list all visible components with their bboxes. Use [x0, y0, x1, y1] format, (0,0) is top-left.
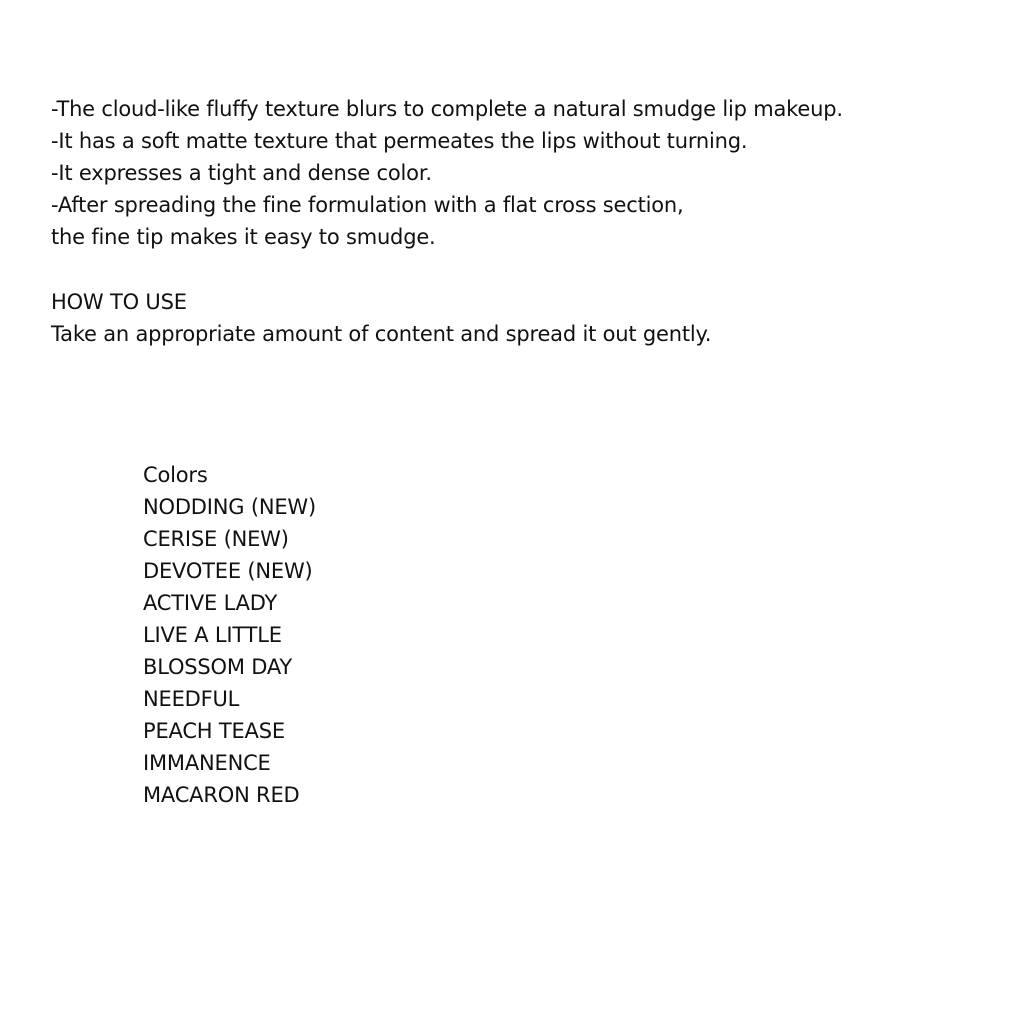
color-item: PEACH TEASE [143, 719, 285, 743]
how-to-use-block [51, 286, 711, 350]
color-item: LIVE A LITTLE [143, 623, 282, 647]
feature-line: -After spreading the fine formulation with a flat cross section, [51, 193, 684, 217]
product-features-block [51, 93, 843, 253]
color-item: IMMANENCE [143, 751, 271, 775]
how-to-use-heading: HOW TO USE [51, 290, 187, 314]
color-item: CERISE (NEW) [143, 527, 289, 551]
feature-line: -It has a soft matte texture that permeates the lips without turning. [51, 129, 748, 153]
colors-heading: Colors [143, 463, 208, 487]
color-item: MACARON RED [143, 783, 300, 807]
color-item: NEEDFUL [143, 687, 240, 711]
feature-line: -It expresses a tight and dense color. [51, 161, 432, 185]
color-item: BLOSSOM DAY [143, 655, 293, 679]
how-to-use-text: Take an appropriate amount of content and spread it out gently. [51, 322, 712, 346]
feature-line-continuation: the fine tip makes it easy to smudge. [51, 225, 436, 249]
color-item: ACTIVE LADY [143, 591, 278, 615]
color-item: NODDING (NEW) [143, 495, 316, 519]
color-item: DEVOTEE (NEW) [143, 559, 313, 583]
feature-line: -The cloud-like fluffy texture blurs to complete a natural smudge lip makeup. [51, 97, 843, 121]
colors-list-block [143, 459, 316, 811]
